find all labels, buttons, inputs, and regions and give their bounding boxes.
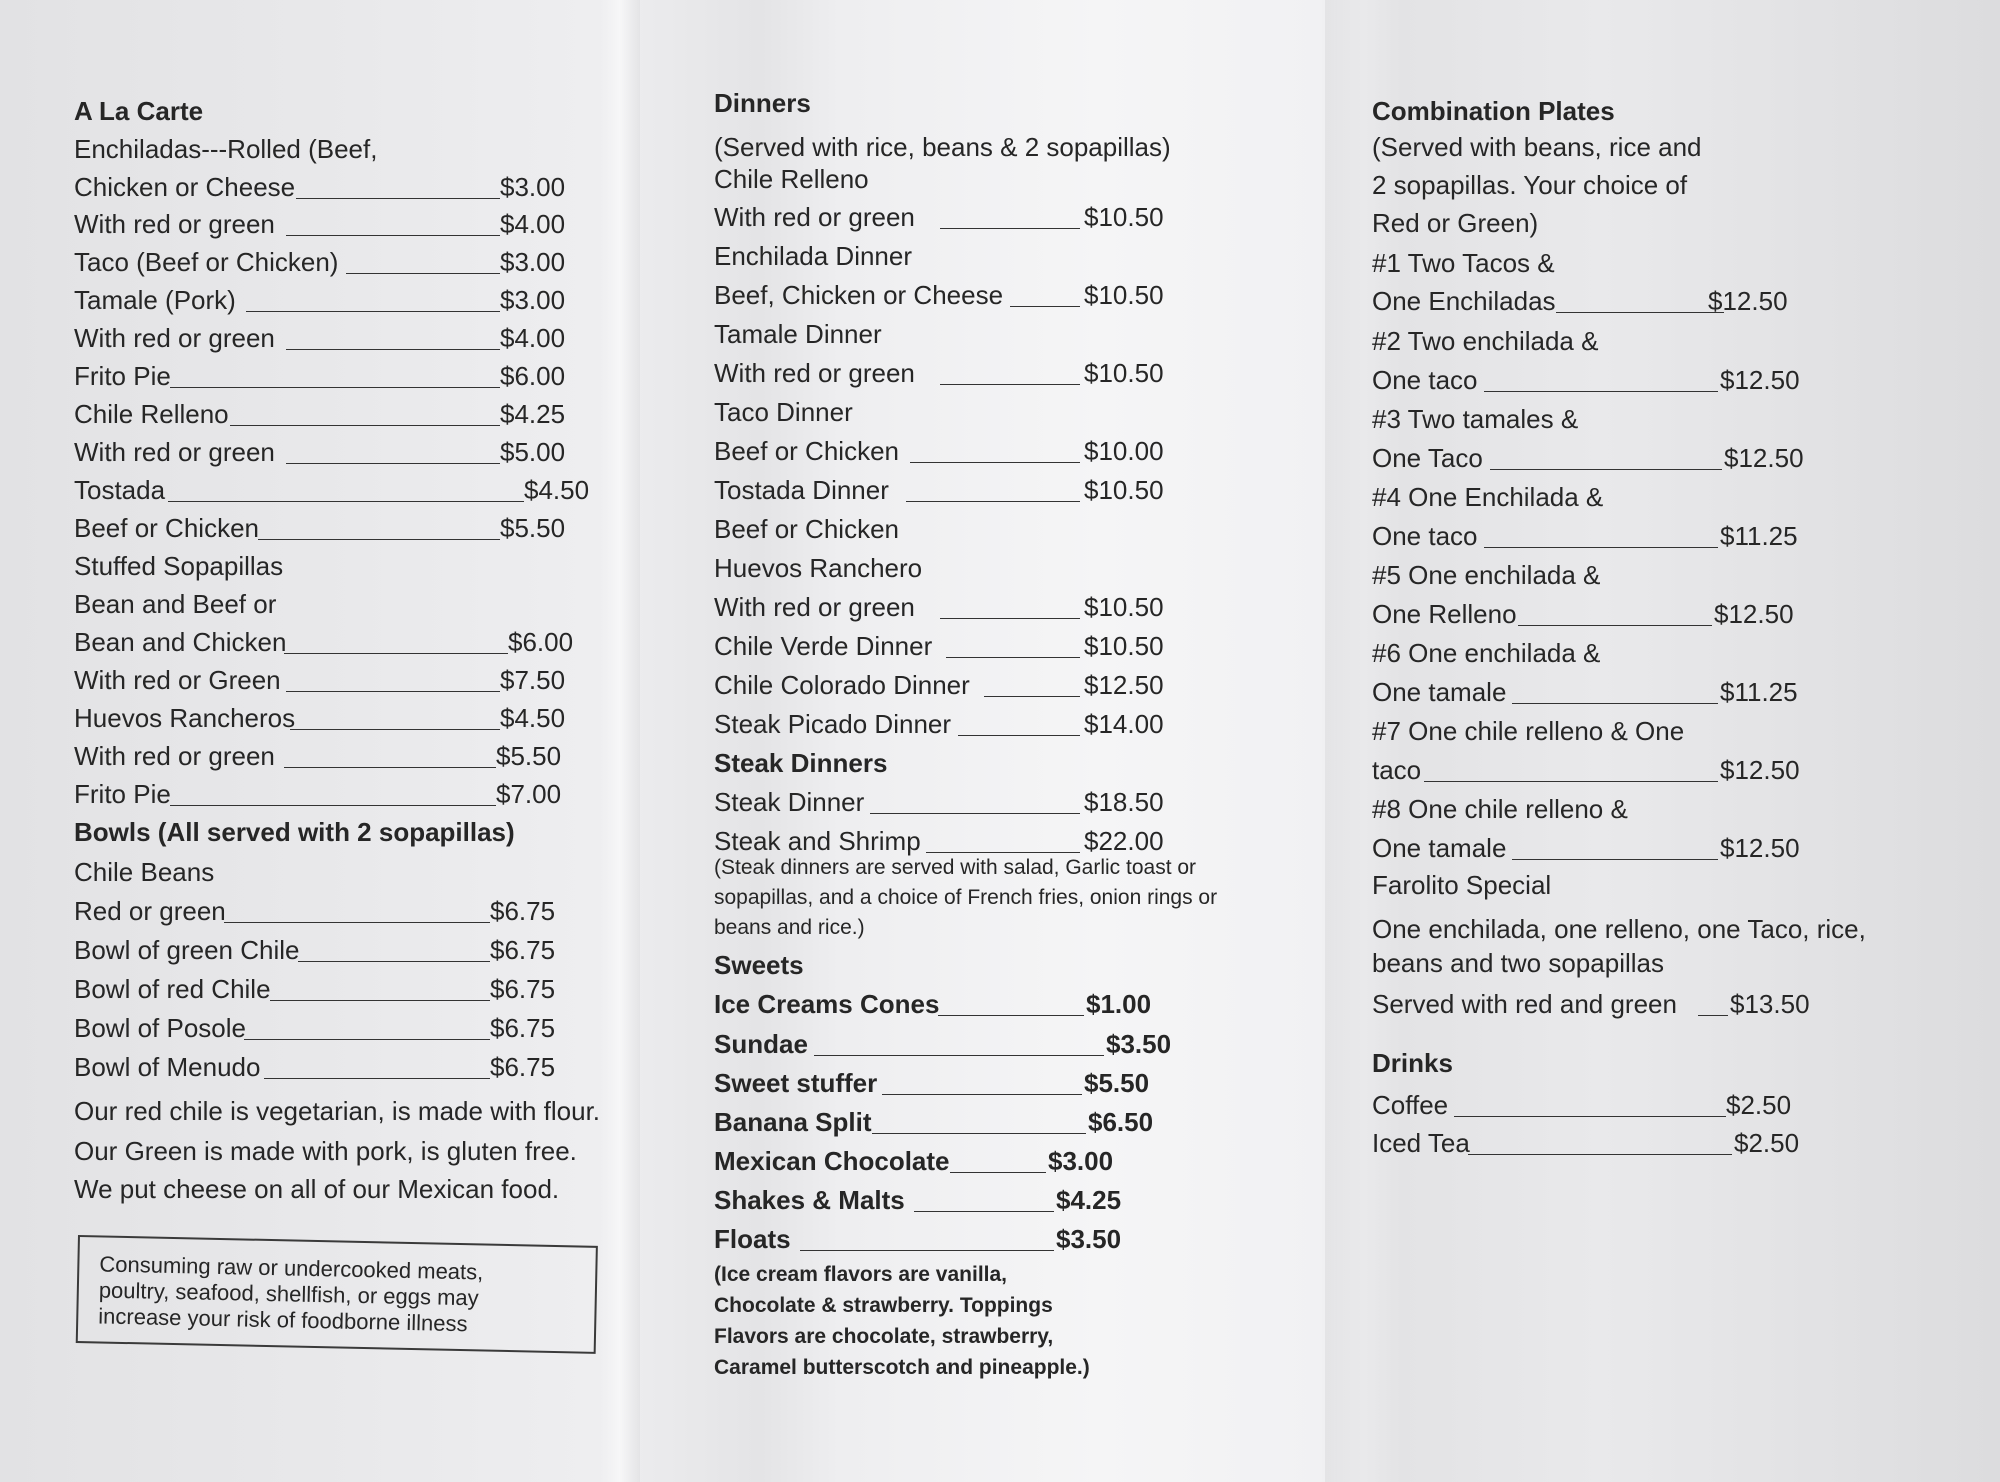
combo-item: One Taco $12.50 (1372, 443, 1804, 473)
dinner-item: Beef or Chicken (714, 514, 899, 544)
bowl-item: Red or green $6.75 (74, 896, 556, 926)
bowl-item: Bowl of green Chile $6.75 (74, 935, 556, 965)
dinner-item: Tostada Dinner $10.50 (714, 475, 1164, 505)
sweets-heading: Sweets (714, 950, 804, 980)
combo-item: One tamale $11.25 (1372, 677, 1798, 707)
sweets-note: (Ice cream flavors are vanilla, (714, 1263, 1008, 1286)
menu-item: Enchiladas---Rolled (Beef, (74, 134, 378, 164)
sweets-note: Chocolate & strawberry. Toppings (714, 1294, 1053, 1317)
chile-note: Our Green is made with pork, is gluten free. (74, 1136, 577, 1166)
menu-item: With red or Green $7.50 (74, 665, 566, 695)
chile-note: We put cheese on all of our Mexican food. (74, 1174, 560, 1204)
combo-item: #5 One enchilada & (1372, 560, 1601, 590)
steak-item: Steak and Shrimp $22.00 (714, 826, 1164, 856)
sweets-note: Flavors are chocolate, strawberry, (714, 1325, 1054, 1348)
menu-item: With red or green $4.00 (74, 209, 566, 239)
menu-item: Beef or Chicken $5.50 (74, 513, 566, 543)
dinners-heading: Dinners (714, 88, 811, 118)
menu-item: Huevos Rancheros $4.50 (74, 703, 566, 733)
special-item: Served with red and green $13.50 (1372, 989, 1810, 1019)
menu-item: Stuffed Sopapillas (74, 551, 284, 581)
combos-subheading: (Served with beans, rice and (1372, 132, 1702, 162)
dinner-item: Enchilada Dinner (714, 241, 913, 271)
special-heading: Farolito Special (1372, 870, 1552, 900)
bowl-item: Chile Beans (74, 857, 215, 887)
menu-item: Taco (Beef or Chicken) $3.00 (74, 247, 566, 277)
dinner-item: Chile Relleno (714, 164, 869, 194)
combos-heading: Combination Plates (1372, 96, 1615, 126)
bowl-item: Bowl of red Chile $6.75 (74, 974, 556, 1004)
special-desc: One enchilada, one relleno, one Taco, rice, (1372, 914, 1866, 944)
dinner-item: Beef or Chicken $10.00 (714, 436, 1164, 466)
dinner-item: Beef, Chicken or Cheese $10.50 (714, 280, 1164, 310)
dinner-item: Taco Dinner (714, 397, 853, 427)
dinner-item: With red or green $10.50 (714, 592, 1164, 622)
sweet-item: Banana Split $6.50 (714, 1107, 1154, 1137)
menu-item: With red or green $4.00 (74, 323, 566, 353)
dinner-item: With red or green $10.50 (714, 202, 1164, 232)
combo-item: One Relleno $12.50 (1372, 599, 1794, 629)
menu-item: Chicken or Cheese $3.00 (74, 172, 566, 202)
menu-item: Tamale (Pork) $3.00 (74, 285, 566, 315)
combo-item: One taco $12.50 (1372, 365, 1800, 395)
combo-item: #7 One chile relleno & One (1372, 716, 1685, 746)
dinner-item: With red or green $10.50 (714, 358, 1164, 388)
food-safety-warning: Consuming raw or undercooked meats, poultry, seafood, shellfish, or eggs may increase your risk of foodborne illness (76, 1235, 598, 1354)
menu-item: Frito Pie $6.00 (74, 361, 566, 391)
combo-item: #2 Two enchilada & (1372, 326, 1599, 356)
steak-note: sopapillas, and a choice of French fries, onion rings or (714, 886, 1218, 909)
steak-note: beans and rice.) (714, 916, 865, 939)
combo-item: #3 Two tamales & (1372, 404, 1579, 434)
combo-item: One taco $11.25 (1372, 521, 1798, 551)
combo-item: #4 One Enchilada & (1372, 482, 1604, 512)
menu-item: Bean and Chicken $6.00 (74, 627, 574, 657)
ala-carte-heading: A La Carte (74, 96, 204, 126)
dinner-item: Chile Verde Dinner $10.50 (714, 631, 1164, 661)
sweet-item: Mexican Chocolate $3.00 (714, 1146, 1114, 1176)
combo-item: One tamale $12.50 (1372, 833, 1800, 863)
sweet-item: Floats $3.50 (714, 1224, 1122, 1254)
steak-note: (Steak dinners are served with salad, Garlic toast or (714, 856, 1197, 879)
combos-subheading: Red or Green) (1372, 208, 1539, 238)
chile-note: Our red chile is vegetarian, is made with flour. (74, 1096, 601, 1126)
dinner-item: Huevos Ranchero (714, 553, 923, 583)
drink-item: Coffee $2.50 (1372, 1090, 1792, 1120)
dinner-item: Steak Picado Dinner $14.00 (714, 709, 1164, 739)
bowl-item: Bowl of Menudo $6.75 (74, 1052, 556, 1082)
combos-subheading: 2 sopapillas. Your choice of (1372, 170, 1688, 200)
drink-item: Iced Tea $2.50 (1372, 1128, 1800, 1158)
steak-heading: Steak Dinners (714, 748, 888, 778)
sweet-item: Sweet stuffer $5.50 (714, 1068, 1150, 1098)
special-desc: beans and two sopapillas (1372, 948, 1664, 978)
menu-item: With red or green $5.50 (74, 741, 562, 771)
sweets-note: Caramel butterscotch and pineapple.) (714, 1356, 1090, 1379)
menu-item: Tostada $4.50 (74, 475, 590, 505)
menu-item: Frito Pie $7.00 (74, 779, 562, 809)
menu-item: Bean and Beef or (74, 589, 277, 619)
menu-item: Chile Relleno $4.25 (74, 399, 566, 429)
combo-item: #6 One enchilada & (1372, 638, 1601, 668)
menu-item: With red or green $5.00 (74, 437, 566, 467)
sweet-item: Sundae $3.50 (714, 1029, 1172, 1059)
dinners-subheading: (Served with rice, beans & 2 sopapillas) (714, 132, 1171, 162)
sweet-item: Ice Creams Cones $1.00 (714, 989, 1152, 1019)
bowls-heading: Bowls (All served with 2 sopapillas) (74, 817, 515, 847)
sweet-item: Shakes & Malts $4.25 (714, 1185, 1122, 1215)
steak-item: Steak Dinner $18.50 (714, 787, 1164, 817)
combo-item: #1 Two Tacos & (1372, 248, 1555, 278)
combo-item: taco $12.50 (1372, 755, 1800, 785)
dinner-item: Chile Colorado Dinner $12.50 (714, 670, 1164, 700)
combo-item: #8 One chile relleno & (1372, 794, 1628, 824)
bowl-item: Bowl of Posole $6.75 (74, 1013, 556, 1043)
drinks-heading: Drinks (1372, 1048, 1453, 1078)
combo-item: One Enchiladas $12.50 (1372, 286, 1788, 316)
dinner-item: Tamale Dinner (714, 319, 882, 349)
